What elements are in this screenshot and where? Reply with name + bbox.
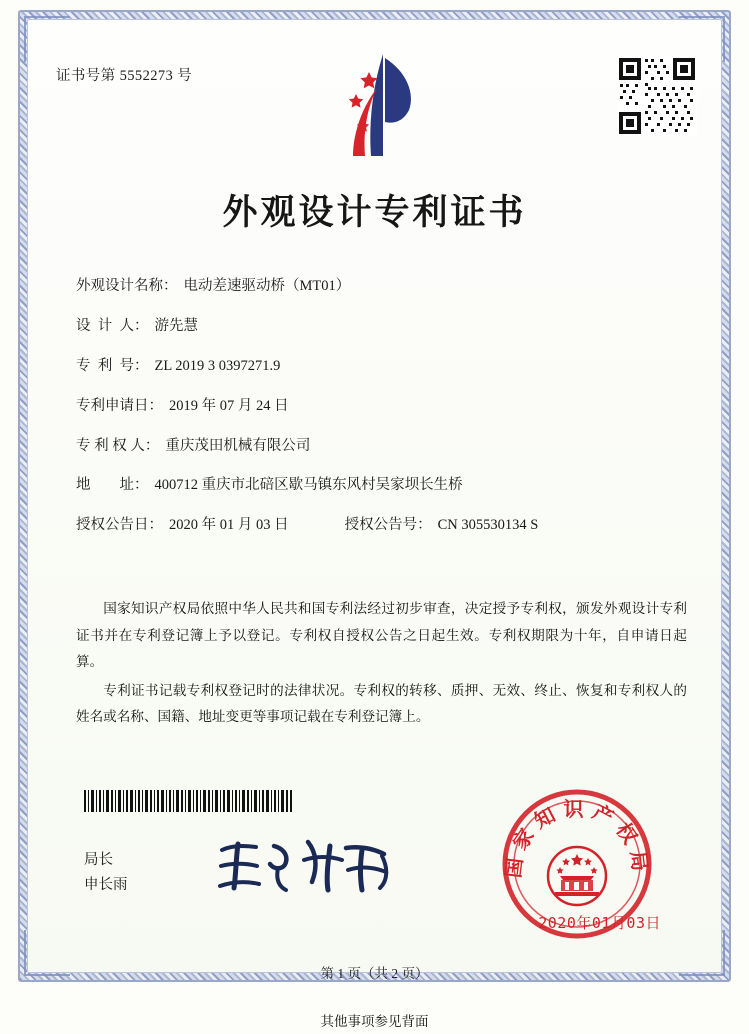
- field-label-grant-number: 授权公告号：: [344, 517, 432, 534]
- legal-paragraph-1: 国家知识产权局依照中华人民共和国专利法经过初步审查，决定授予专利权，颁发外观设计专利证书并在专利登记簿上予以登记。专利权自授权公告之日起生效。专利权期限为十年，自申请日起算。: [76, 601, 687, 669]
- field-value: 400712 重庆市北碚区歇马镇东风村吴家坝长生桥: [154, 477, 463, 494]
- footer-note: 其他事项参见背面: [320, 1014, 429, 1029]
- field-address: [76, 477, 689, 494]
- field-value: 游先慧: [154, 317, 198, 334]
- field-value: 电动差速驱动桥（MT01）: [183, 278, 351, 294]
- field-value-grant-number: CN 305530134 S: [437, 517, 539, 534]
- legal-text: [76, 596, 687, 733]
- field-value: 重庆茂田机械有限公司: [165, 437, 311, 454]
- field-value: 2019 年 07 月 24 日: [169, 397, 289, 414]
- cnipa-logo-icon: [323, 48, 433, 163]
- field-label: 专 利 权 人：: [76, 437, 160, 454]
- field-list: [76, 278, 689, 557]
- signature-block: [84, 848, 128, 899]
- handwritten-signature-icon: [212, 836, 402, 898]
- qr-code-icon: [617, 56, 697, 136]
- field-label: 专利申请日：: [76, 397, 163, 414]
- field-patent-number: [76, 358, 689, 375]
- barcode-icon: [84, 790, 292, 812]
- field-value: ZL 2019 3 0397271.9: [154, 357, 281, 374]
- seal-date: 2020年01月03日: [538, 914, 661, 932]
- field-design-name: [76, 278, 689, 295]
- certificate-number: 证书号第 5552273 号: [56, 68, 193, 84]
- field-label-grant-date: 授权公告日：: [76, 517, 163, 534]
- page-title: 外观设计专利证书: [222, 192, 527, 233]
- field-label: 外观设计名称：: [76, 278, 178, 294]
- corner-ornament-top-left: [24, 16, 70, 62]
- signature-name: 申长雨: [84, 877, 128, 894]
- legal-paragraph-2: 专利证书记载专利权登记时的法律状况。专利权的转移、质押、无效、终止、恢复和专利权人的姓名或名称、国籍、地址变更等事项记载在专利登记簿上。: [76, 682, 687, 724]
- field-application-date: [76, 398, 689, 415]
- field-label: 地 址：: [76, 477, 149, 494]
- field-grant-announcement: [76, 517, 689, 534]
- field-patentee: [76, 438, 689, 455]
- field-label: 专 利 号：: [76, 357, 149, 374]
- page-number: 第 1 页（共 2 页）: [320, 966, 429, 981]
- signature-title: 局长: [84, 852, 113, 868]
- field-designer: [76, 318, 689, 335]
- field-value-grant-date: 2020 年 01 月 03 日: [169, 517, 289, 534]
- field-label: 设 计 人：: [76, 317, 149, 334]
- svg-text:国家知识产权局: 国家知识产权局: [501, 797, 653, 880]
